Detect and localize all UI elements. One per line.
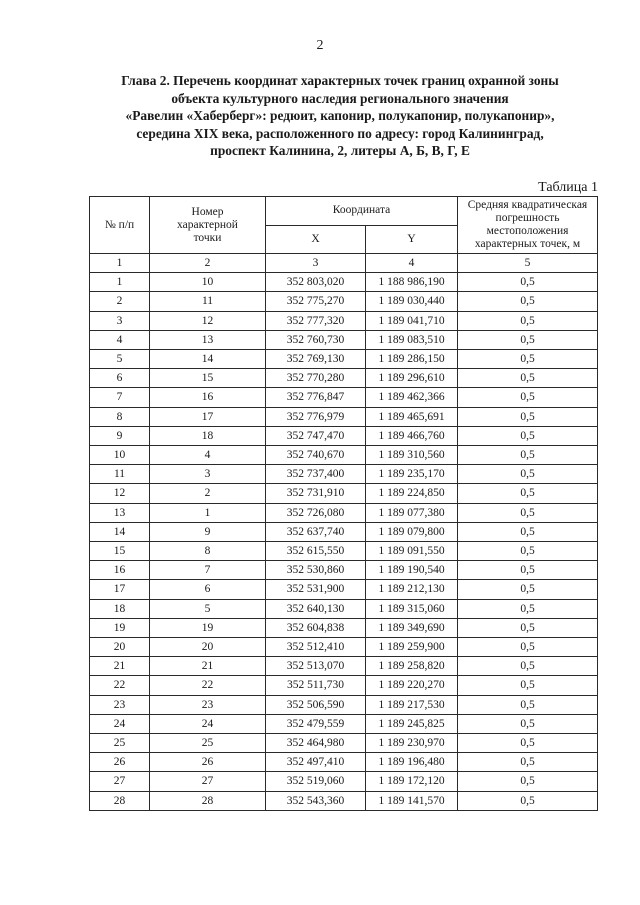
cell-y: 1 189 462,366 (366, 388, 458, 407)
cell-point-number: 10 (150, 273, 266, 292)
cell-point-number: 28 (150, 791, 266, 810)
cell-y: 1 189 196,480 (366, 753, 458, 772)
table-row (90, 599, 598, 618)
cell-x: 352 464,980 (266, 734, 366, 753)
table-row (90, 446, 598, 465)
title-line: проспект Калинина, 2, литеры А, Б, В, Г, Е (210, 143, 470, 158)
cell-point-number: 4 (150, 446, 266, 465)
cell-x: 352 511,730 (266, 676, 366, 695)
coordinates-table (89, 196, 598, 811)
cell-row-number: 4 (90, 330, 150, 349)
table-row (90, 714, 598, 733)
table-caption: Таблица 1 (538, 180, 598, 195)
table-row (90, 753, 598, 772)
cell-point-number: 7 (150, 561, 266, 580)
cell-row-number: 19 (90, 618, 150, 637)
column-index: 2 (150, 254, 266, 273)
table-header-row (90, 197, 598, 226)
cell-accuracy: 0,5 (458, 426, 598, 445)
cell-point-number: 3 (150, 465, 266, 484)
cell-x: 352 512,410 (266, 638, 366, 657)
cell-row-number: 2 (90, 292, 150, 311)
cell-x: 352 770,280 (266, 369, 366, 388)
table-row (90, 618, 598, 637)
table-row (90, 542, 598, 561)
cell-accuracy: 0,5 (458, 580, 598, 599)
cell-row-number: 12 (90, 484, 150, 503)
cell-x: 352 479,559 (266, 714, 366, 733)
cell-y: 1 189 212,130 (366, 580, 458, 599)
table-row (90, 791, 598, 810)
cell-y: 1 189 083,510 (366, 330, 458, 349)
cell-row-number: 25 (90, 734, 150, 753)
cell-x: 352 637,740 (266, 522, 366, 541)
cell-row-number: 6 (90, 369, 150, 388)
cell-accuracy: 0,5 (458, 599, 598, 618)
cell-row-number: 26 (90, 753, 150, 772)
chapter-title (95, 72, 585, 160)
cell-row-number: 17 (90, 580, 150, 599)
title-line: Глава 2. Перечень координат характерных точек границ охранной зоны (121, 73, 559, 88)
table-row (90, 369, 598, 388)
cell-y: 1 188 986,190 (366, 273, 458, 292)
cell-row-number: 10 (90, 446, 150, 465)
cell-x: 352 776,979 (266, 407, 366, 426)
table-row (90, 311, 598, 330)
table-row (90, 330, 598, 349)
cell-row-number: 13 (90, 503, 150, 522)
cell-accuracy: 0,5 (458, 714, 598, 733)
cell-accuracy: 0,5 (458, 772, 598, 791)
cell-point-number: 17 (150, 407, 266, 426)
cell-y: 1 189 349,690 (366, 618, 458, 637)
cell-point-number: 15 (150, 369, 266, 388)
cell-row-number: 18 (90, 599, 150, 618)
table-row (90, 772, 598, 791)
table-row (90, 522, 598, 541)
cell-row-number: 14 (90, 522, 150, 541)
cell-point-number: 16 (150, 388, 266, 407)
cell-y: 1 189 077,380 (366, 503, 458, 522)
cell-row-number: 8 (90, 407, 150, 426)
cell-row-number: 5 (90, 350, 150, 369)
cell-accuracy: 0,5 (458, 273, 598, 292)
cell-x: 352 737,400 (266, 465, 366, 484)
cell-x: 352 519,060 (266, 772, 366, 791)
cell-x: 352 769,130 (266, 350, 366, 369)
table-row (90, 273, 598, 292)
header-row-number: № п/п (90, 197, 150, 254)
cell-row-number: 16 (90, 561, 150, 580)
cell-point-number: 22 (150, 676, 266, 695)
cell-row-number: 3 (90, 311, 150, 330)
column-index: 3 (266, 254, 366, 273)
cell-point-number: 18 (150, 426, 266, 445)
cell-point-number: 6 (150, 580, 266, 599)
header-accuracy: Средняя квадратическая погрешность местоположения характерных точек, м (458, 197, 598, 254)
cell-accuracy: 0,5 (458, 330, 598, 349)
cell-point-number: 21 (150, 657, 266, 676)
cell-accuracy: 0,5 (458, 657, 598, 676)
cell-y: 1 189 258,820 (366, 657, 458, 676)
cell-y: 1 189 466,760 (366, 426, 458, 445)
cell-y: 1 189 220,270 (366, 676, 458, 695)
cell-y: 1 189 172,120 (366, 772, 458, 791)
cell-y: 1 189 235,170 (366, 465, 458, 484)
cell-accuracy: 0,5 (458, 734, 598, 753)
cell-row-number: 21 (90, 657, 150, 676)
column-index: 1 (90, 254, 150, 273)
column-index-row (90, 254, 598, 273)
table-row (90, 465, 598, 484)
cell-y: 1 189 310,560 (366, 446, 458, 465)
cell-point-number: 11 (150, 292, 266, 311)
cell-x: 352 777,320 (266, 311, 366, 330)
cell-row-number: 23 (90, 695, 150, 714)
cell-point-number: 19 (150, 618, 266, 637)
cell-point-number: 8 (150, 542, 266, 561)
table-row (90, 426, 598, 445)
table-row (90, 561, 598, 580)
table-row (90, 657, 598, 676)
cell-row-number: 20 (90, 638, 150, 657)
table-row (90, 638, 598, 657)
cell-point-number: 27 (150, 772, 266, 791)
title-line: объекта культурного наследия регионального значения (171, 90, 509, 106)
cell-point-number: 25 (150, 734, 266, 753)
table-row (90, 734, 598, 753)
cell-point-number: 20 (150, 638, 266, 657)
cell-x: 352 731,910 (266, 484, 366, 503)
page-number: 2 (316, 38, 324, 53)
cell-accuracy: 0,5 (458, 503, 598, 522)
cell-point-number: 13 (150, 330, 266, 349)
table-row (90, 484, 598, 503)
cell-x: 352 640,130 (266, 599, 366, 618)
cell-point-number: 12 (150, 311, 266, 330)
cell-row-number: 24 (90, 714, 150, 733)
cell-point-number: 26 (150, 753, 266, 772)
cell-accuracy: 0,5 (458, 446, 598, 465)
column-index: 5 (458, 254, 598, 273)
cell-accuracy: 0,5 (458, 561, 598, 580)
table-row (90, 292, 598, 311)
cell-y: 1 189 224,850 (366, 484, 458, 503)
table-row (90, 407, 598, 426)
cell-x: 352 531,900 (266, 580, 366, 599)
cell-x: 352 530,860 (266, 561, 366, 580)
cell-accuracy: 0,5 (458, 791, 598, 810)
cell-y: 1 189 091,550 (366, 542, 458, 561)
cell-accuracy: 0,5 (458, 542, 598, 561)
cell-row-number: 11 (90, 465, 150, 484)
cell-x: 352 506,590 (266, 695, 366, 714)
cell-x: 352 740,670 (266, 446, 366, 465)
cell-accuracy: 0,5 (458, 618, 598, 637)
cell-point-number: 2 (150, 484, 266, 503)
cell-accuracy: 0,5 (458, 292, 598, 311)
cell-y: 1 189 079,800 (366, 522, 458, 541)
cell-x: 352 513,070 (266, 657, 366, 676)
cell-x: 352 803,020 (266, 273, 366, 292)
cell-accuracy: 0,5 (458, 484, 598, 503)
cell-accuracy: 0,5 (458, 695, 598, 714)
cell-point-number: 23 (150, 695, 266, 714)
cell-x: 352 604,838 (266, 618, 366, 637)
cell-y: 1 189 190,540 (366, 561, 458, 580)
cell-row-number: 7 (90, 388, 150, 407)
cell-y: 1 189 286,150 (366, 350, 458, 369)
cell-row-number: 22 (90, 676, 150, 695)
cell-y: 1 189 465,691 (366, 407, 458, 426)
table-row (90, 388, 598, 407)
cell-y: 1 189 141,570 (366, 791, 458, 810)
cell-row-number: 9 (90, 426, 150, 445)
cell-y: 1 189 245,825 (366, 714, 458, 733)
cell-accuracy: 0,5 (458, 369, 598, 388)
cell-accuracy: 0,5 (458, 407, 598, 426)
cell-row-number: 15 (90, 542, 150, 561)
table-row (90, 695, 598, 714)
cell-x: 352 497,410 (266, 753, 366, 772)
cell-y: 1 189 259,900 (366, 638, 458, 657)
cell-accuracy: 0,5 (458, 350, 598, 369)
cell-accuracy: 0,5 (458, 311, 598, 330)
cell-point-number: 1 (150, 503, 266, 522)
cell-point-number: 14 (150, 350, 266, 369)
cell-point-number: 5 (150, 599, 266, 618)
cell-y: 1 189 296,610 (366, 369, 458, 388)
header-x: X (266, 225, 366, 254)
title-line: «Равелин «Хаберберг»: редюит, капонир, полукапонир, полукапонир», (125, 108, 555, 123)
cell-accuracy: 0,5 (458, 465, 598, 484)
header-point-number: Номер характерной точки (150, 197, 266, 254)
cell-accuracy: 0,5 (458, 638, 598, 657)
cell-x: 352 760,730 (266, 330, 366, 349)
cell-x: 352 615,550 (266, 542, 366, 561)
table-row (90, 350, 598, 369)
cell-row-number: 28 (90, 791, 150, 810)
cell-x: 352 726,080 (266, 503, 366, 522)
cell-x: 352 776,847 (266, 388, 366, 407)
header-y: Y (366, 225, 458, 254)
cell-accuracy: 0,5 (458, 522, 598, 541)
cell-x: 352 543,360 (266, 791, 366, 810)
cell-accuracy: 0,5 (458, 676, 598, 695)
cell-point-number: 9 (150, 522, 266, 541)
cell-x: 352 775,270 (266, 292, 366, 311)
cell-y: 1 189 315,060 (366, 599, 458, 618)
title-line: середина XIX века, расположенного по адресу: город Калининград, (136, 125, 544, 141)
column-index: 4 (366, 254, 458, 273)
cell-accuracy: 0,5 (458, 388, 598, 407)
cell-y: 1 189 217,530 (366, 695, 458, 714)
cell-y: 1 189 030,440 (366, 292, 458, 311)
table-row (90, 676, 598, 695)
cell-row-number: 1 (90, 273, 150, 292)
cell-x: 352 747,470 (266, 426, 366, 445)
cell-accuracy: 0,5 (458, 753, 598, 772)
header-coordinate: Координата (266, 197, 458, 226)
cell-y: 1 189 041,710 (366, 311, 458, 330)
table-row (90, 503, 598, 522)
table-row (90, 580, 598, 599)
cell-row-number: 27 (90, 772, 150, 791)
cell-point-number: 24 (150, 714, 266, 733)
cell-y: 1 189 230,970 (366, 734, 458, 753)
